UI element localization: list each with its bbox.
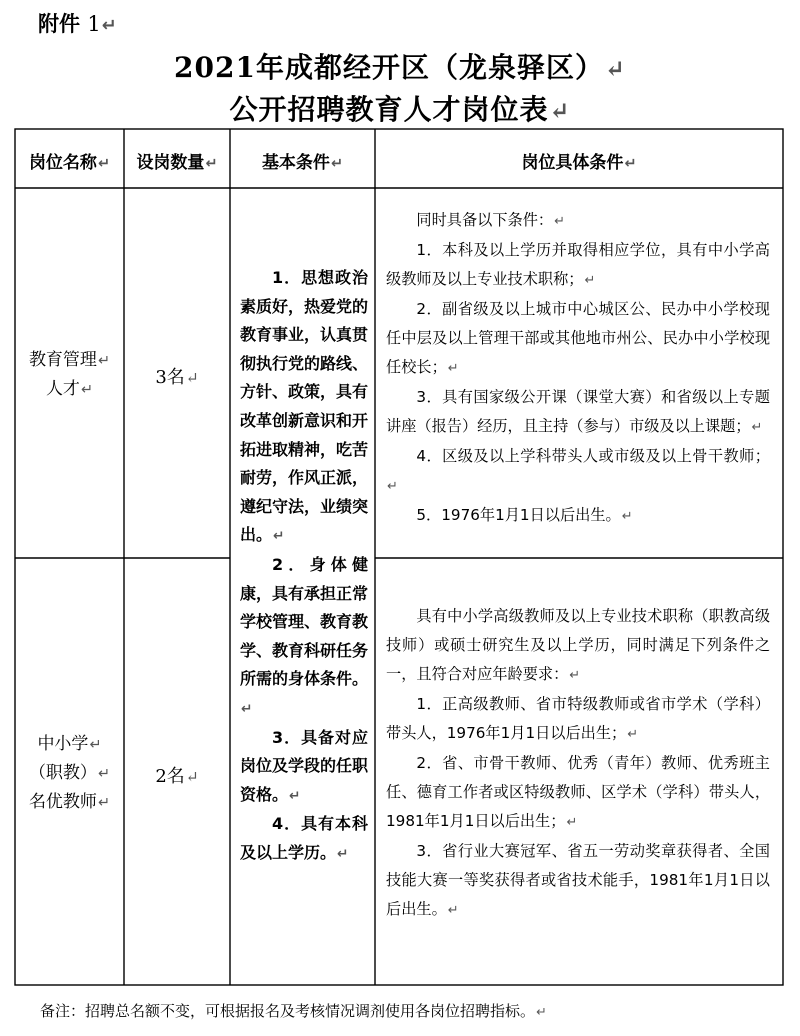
title-line-1: 2021年成都经开区（龙泉驿区）↵ (174, 51, 626, 84)
row2-quantity: 2名↵ (155, 766, 199, 787)
row1-quantity: 3名↵ (155, 367, 199, 388)
header-specific-conditions: 岗位具体条件↵ (521, 153, 637, 173)
header-quantity: 设岗数量↵ (136, 153, 218, 173)
basic-conditions: 1．思想政治素质好，热爱党的教育事业，认真贯彻执行党的路线、方针、政策，具有改革创新意识和开拓进取精神，吃苦耐劳，作风正派，遵纪守法，业绩突出。↵ 2．身体健康，具有承担正常学校管理、教育教学、教育科研任务所需的身体条件。↵ 3．具备对应岗位及学段的任职资格。↵ 4．具有本科及以上学历。↵ (240, 268, 369, 862)
title-line-2: 公开招聘教育人才岗位表↵ (229, 93, 571, 126)
row2-position-name: 中小学↵ （职教）↵ 名优教师↵ (28, 734, 111, 812)
header-position-name: 岗位名称↵ (28, 153, 111, 173)
row2-specific-conditions: 具有中小学高级教师及以上专业技术职称（职教高级技师）或硕士研究生及以上学历，同时满足下列条件之一，且符合对应年龄要求：↵ 1．正高级教师、省市特级教师或省市学术（学科）带头人，1976年1月1日以后出生；↵ 2．省、市骨干教师、优秀（青年）教师、优秀班主任、德育工作者或区特级教师、区学术（学科）带头人，1981年1月1日以后出生；↵ 3．省行业大赛冠军、省五一劳动奖章获得者、全国技能大赛一等奖获得者或省技术能手，1981年1月1日以后出生。↵ (386, 607, 770, 918)
footnote: 备注：招聘总名额不变，可根据报名及考核情况调剂使用各岗位招聘指标。↵ (40, 1002, 547, 1020)
attachment-label: 附件 1↵ (38, 12, 117, 36)
row1-position-name: 教育管理↵ 人才↵ (28, 350, 111, 399)
row1-specific-conditions: 同时具备以下条件：↵ 1．本科及以上学历并取得相应学位，具有中小学高级教师及以上专业技术职称；↵ 2．副省级及以上城市中心城区公、民办中小学校现任中层及以上管理干部或其他地市州公、民办中小学校现任校长；↵ 3．具有国家级公开课（课堂大赛）和省级以上专题讲座（报告）经历，且主持（参与）市级及以上课题；↵ 4．区级及以上学科带头人或市级及以上骨干教师；↵ 5．1976年1月1日以后出生。↵ (386, 211, 770, 524)
header-basic-conditions: 基本条件↵ (261, 153, 344, 173)
